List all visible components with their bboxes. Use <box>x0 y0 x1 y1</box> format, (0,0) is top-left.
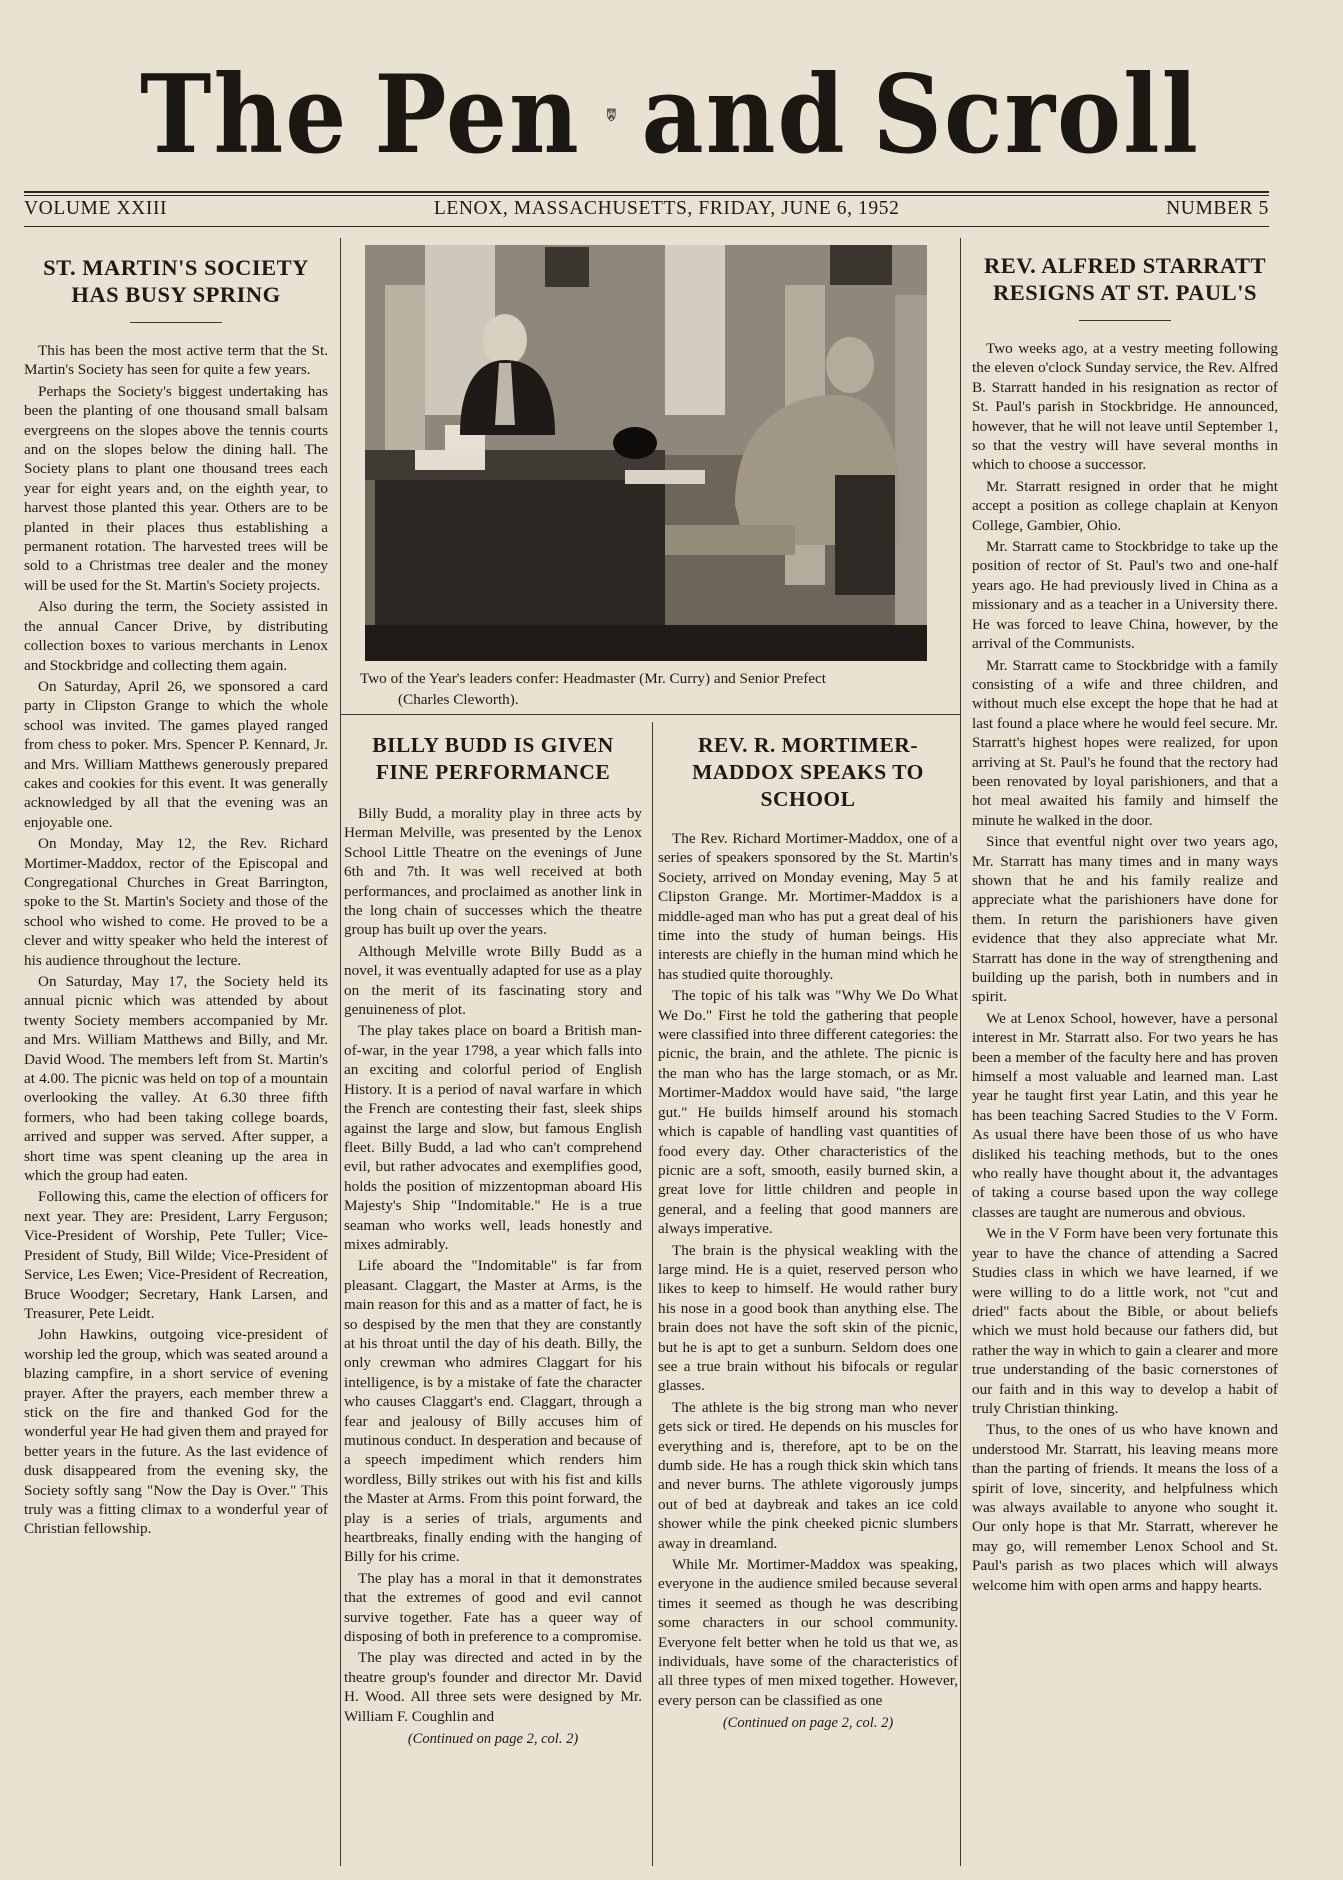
paragraph: The brain is the physical weakling with the large mind. He is a quiet, reserved person who likes to keep to himself. He would rather bury his nose in a good book than anything else. The brain does not have the soft skin of the picnic, but he is apt to get a sunburn. Seldom does one see a true brain without his bifocals or regular glasses. <box>658 1241 958 1395</box>
headline-rule <box>130 322 222 323</box>
paragraph: Mr. Starratt came to Stockbridge with a family consisting of a wife and three children, and without much else except the hope that he had at last found a place where he would feel secure. Mr. Starratt's highest hopes were realized, for upon arriving at St. Paul's he found that the rectory had been renovated by loyal parishioners, and that a hot meal awaited his family and himself the minute he walked in the door. <box>972 656 1278 829</box>
paragraph: Life aboard the "Indomitable" is far from pleasant. Claggart, the Master at Arms, is the main reason for this and as a matter of fact, he is so despised by the men that they are constantly at his throat until the day of his death. Billy, the only crewman who admires Claggart for his intelligence, is by a mistake of fate the character who causes Claggart's end. Claggart, through a fear and jealousy of Billy accuses him of mutinous conduct. In desperation and because of a speech impediment which renders him wordless, Billy strikes out with his fist and kills the Master at Arms. From this point forward, the play is a series of trials, arguments and heartbreaks, finally ending with the hanging of Billy for his crime. <box>344 1257 642 1566</box>
headline: REV. R. MORTIMER- MADDOX SPEAKS TO SCHOOL <box>692 733 924 811</box>
paragraph: Following this, came the election of officers for next year. They are: President, Larry Ferguson; Vice-President of Worship, Pete Tuller; Vice-President of Study, Bill Wilde; Vice-President of Service, Les Ewen; Vice-President of Recreation, Bruce Woodger; Secretary, Hank Larsen, and Treasurer, Pete Leidt. <box>24 1188 328 1322</box>
masthead <box>140 40 1200 190</box>
continued-note: (Continued on page 2, col. 2) <box>722 1715 894 1732</box>
masthead-rule <box>24 191 1269 193</box>
paragraph: This has been the most active term that the St. Martin's Society has seen for quite a few years. <box>24 342 328 379</box>
paragraph: On Monday, May 12, the Rev. Richard Mortimer-Maddox, rector of the Episcopal and Congregational Churches in Great Barrington, spoke to the St. Martin's Society and those of the school who wished to come. He proved to be a clever and witty speaker who held the interest of his audience throughout the lecture. <box>24 835 328 969</box>
paragraph: On Saturday, May 17, the Society held its annual picnic which was attended by about twenty Society members accompanied by Mr. and Mrs. William Matthews and Billy, and Mr. David Wood. The members left from St. Martin's at 4.00. The picnic was held on top of a mountain overlooking the valley. At 6.30 three fifth formers, who had been taking college boards, arrived and supper was served. After supper, a short time was spent cleaning up the area in which the group had eaten. <box>24 973 328 1185</box>
volume-label: VOLUME XXIII <box>24 198 168 219</box>
masthead-word-pen: Pen <box>374 51 581 178</box>
dateline <box>24 196 1269 222</box>
masthead-word-scroll: Scroll <box>872 51 1200 178</box>
photo-bottom-rule <box>340 714 960 715</box>
headline: ST. MARTIN'S SOCIETY HAS BUSY SPRING <box>43 255 309 307</box>
paragraph: Thus, to the ones of us who have known and understood Mr. Starratt, his leaving means more than the parting of friends. It means the loss of a spirit of love, sincerity, and helpfulness which was always available to anyone who sought it. Our only hope is that Mr. Starratt, wherever he may go, will remember Lenox School and St. Paul's parish as two places which will always welcome him with open arms and happy hearts. <box>972 1421 1278 1594</box>
paragraph: The athlete is the big strong man who never gets sick or tired. He depends on his muscles for everything and is, therefore, apt to be on the dumb side. He has a rough thick skin which tans and never burns. The athlete vigorously jumps out of bed at daybreak and takes an ice cold shower while the pink cheeked picnic slumbers away in dreamland. <box>658 1398 958 1552</box>
paragraph: While Mr. Mortimer-Maddox was speaking, everyone in the audience smiled because several times it seemed as though he was describing some characters in our school community. Everyone felt better when he told us that we, as individuals, have some of the characteristics of all three types of men mixed together. However, every person can be classified as one <box>658 1556 958 1709</box>
paragraph: Two weeks ago, at a vestry meeting following the eleven o'clock Sunday service, the Rev. Alfred B. Starratt handed in his resignation as rector of St. Paul's parish in Stockbridge. He announced, however, that he will not leave until September 1, so that the vestry will have several months in which to choose a successor. <box>972 340 1278 474</box>
headline: REV. ALFRED STARRATT RESIGNS AT ST. PAUL'S <box>984 253 1266 305</box>
paragraph: The Rev. Richard Mortimer-Maddox, one of a series of speakers sponsored by the St. Martin's Society, arrived on Monday evening, May 5 at Clipston Grange. Mr. Mortimer-Maddox is a middle-aged man who has put a great deal of his time into the study of human beings. His interests are chiefly in the human mind which he has studied quite thoroughly. <box>658 830 958 983</box>
photo-headmaster-and-prefect <box>365 245 927 661</box>
paragraph: The play was directed and acted in by the theatre group's founder and director Mr. David H. Wood. All three sets were designed by Mr. William F. Coughlin and <box>344 1649 642 1725</box>
headline-rule <box>1079 320 1171 321</box>
place-date-label: LENOX, MASSACHUSETTS, FRIDAY, JUNE 6, 1952 <box>433 198 900 219</box>
article-starratt-resigns <box>972 252 1278 1595</box>
paragraph: Since that eventful night over two years ago, Mr. Starratt has many times and in many ways shown that he and his family realize and appreciate what the parishioners have done for them. In return the parishioners have given evidence that they also appreciate what Mr. Starratt has done in the way of strengthening and building up the parish, both in numbers and in spirit. <box>972 833 1278 1006</box>
paragraph: Also during the term, the Society assisted in the annual Cancer Drive, by distributing collection boxes to various merchants in Lenox and Stockbridge and collecting them again. <box>24 598 328 674</box>
column-rule <box>340 238 341 1866</box>
issue-number-label: NUMBER 5 <box>1166 198 1269 219</box>
article-st-martins-society <box>24 254 328 1539</box>
paragraph: Billy Budd, a morality play in three acts by Herman Melville, was presented by the Lenox School Little Theatre on the evenings of June 6th and 7th. It was well received at both performances, and proclaimed as another link in the long chain of successes which the theatre group has built up over the years. <box>344 805 642 939</box>
paragraph: The play takes place on board a British man-of-war, in the year 1798, a year which falls into an exciting and colorful period of English History. It is a period of naval warfare in which the French are contesting their fast, sleek ships against the large and slow, but famous English fleet. Billy Budd, a lad who can't comprehend evil, but rather advocates and exemplifies good, holds the position of mizzentopman aboard His Majesty's Ship "Indomitable." He is a true seaman who works well, leads honestly and mixes admirably. <box>344 1022 642 1253</box>
paragraph: Although Melville wrote Billy Budd as a novel, it was eventually adapted for use as a play on the merit of its fascinating story and genuineness of plot. <box>344 942 642 1019</box>
paragraph: The topic of his talk was "Why We Do What We Do." First he told the gathering that people were classified into three different categories: the picnic, the brain, and the athlete. The picnic is the man who has the large stomach, or as Mr. Mortimer-Maddox would have said, "the large gut." He builds himself around his stomach which is capable of handling vast quantities of food every day. Other characteristics of the picnic are a soft, smooth, easily burned skin, a great love for little children and people in general, and a feeling that good manners are always imperative. <box>658 987 958 1238</box>
paragraph: Mr. Starratt resigned in order that he might accept a position as college chaplain at Kenyon College, Gambier, Ohio. <box>972 477 1278 534</box>
article-billy-budd <box>344 732 642 1750</box>
masthead-word-the: The <box>140 51 349 178</box>
school-crest-icon <box>607 46 616 184</box>
paragraph: The play has a moral in that it demonstrates that the extremes of good and evil cannot survive together. Fate has a queer way of disposing of both in preference to a compromise. <box>344 1569 642 1646</box>
paragraph: Perhaps the Society's biggest undertaking has been the planting of one thousand small balsam evergreens on the slopes above the tennis courts and on the slopes below the dining hall. The Society plans to plant one thousand trees each year for eight years and, on the eighth year, to harvest those planted this year. Others are to be planted in their places thus establishing a permanent rotation. The harvested trees will be sold to a Christmas tree dealer and the money will be used for the St. Martin's Society projects. <box>24 382 328 594</box>
dateline-rule <box>24 226 1269 227</box>
paragraph: We in the V Form have been very fortunate this year to have the chance of attending a Sacred Studies class in which we have learned, if we were willing to do a little work, not "cut and dried" facts about the Bible, or about beliefs which we must hold because our fathers did, but rather the way in which to gain a clearer and more true understanding of the basic cornerstones of our faith and in this way to develop a habit of truly Christian thinking. <box>972 1225 1278 1417</box>
column-rule <box>960 238 961 1866</box>
photo-caption: Two of the Year's leaders confer: Headmaster (Mr. Curry) and Senior Prefect (Charles Cleworth). <box>360 670 827 708</box>
headline: BILLY BUDD IS GIVEN FINE PERFORMANCE <box>372 733 614 784</box>
paragraph: On Saturday, April 26, we sponsored a card party in Clipston Grange to which the whole school was invited. The games played ranged from chess to poker. Mrs. Spencer P. Kennard, Jr. and Mrs. William Matthews generously prepared cakes and cookies for this event. It was generally acknowledged by all that the evening was an enjoyable one. <box>24 677 328 831</box>
masthead-word-and: and <box>641 51 847 178</box>
paragraph: Mr. Starratt came to Stockbridge to take up the position of rector of St. Paul's two and one-half years ago. He had previously lived in China as a missionary and as a teacher in a University there. He was forced to leave China, however, by the arrival of the Communists. <box>972 538 1278 653</box>
paragraph: We at Lenox School, however, have a personal interest in Mr. Starratt also. For two years he has been a member of the faculty here and has proven himself a most valuable and learned man. Last year he taught first year Latin, and this year he has been teaching Sacred Studies to the V Form. As usual there have been those of us who have disliked his teaching methods, but to the ones who really have thought about it, the advantages of taking a course based upon the way college classes are taught are numerous and obvious. <box>972 1009 1278 1221</box>
article-mortimer-maddox <box>658 732 958 1734</box>
paragraph: John Hawkins, outgoing vice-president of worship led the group, which was seated around a blazing campfire, in a short service of evening prayer. After the prayers, each member threw a stick on the fire and thanked God for the wonderful year He had given them and prayed for better years in the future. As the last evidence of dusk disappeared from the evening sky, the Society softly sang "Now the Day is Over." This truly was a fitting climax to a wonderful year of Christian fellowship. <box>24 1326 328 1538</box>
continued-note: (Continued on page 2, col. 2) <box>407 1731 579 1748</box>
column-rule <box>652 722 653 1866</box>
